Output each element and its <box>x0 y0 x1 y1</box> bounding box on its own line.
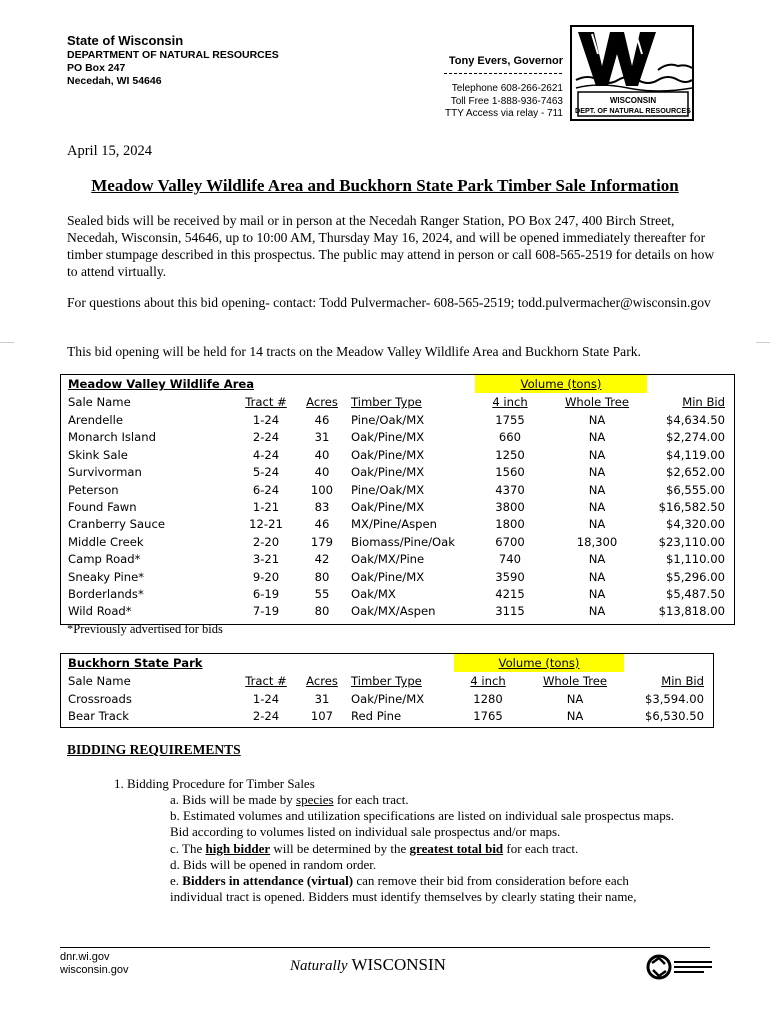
tract-cell: 7-19 <box>252 604 280 619</box>
sale-name-cell: Borderlands* <box>68 587 144 601</box>
agency-address-block <box>67 32 279 88</box>
whole-tree-cell: NA <box>588 569 606 584</box>
timber-type-cell: Oak/Pine/MX <box>351 447 425 462</box>
tract-cell: 1-24 <box>252 692 280 706</box>
margin-mark <box>756 342 770 343</box>
table-row <box>61 464 734 481</box>
timber-type-cell: Pine/Oak/MX <box>351 482 425 497</box>
whole-tree-cell: NA <box>588 413 606 427</box>
sale-name-cell: Sneaky Pine* <box>68 569 145 584</box>
tract-cell: 1-24 <box>252 413 280 427</box>
sale-name-cell: Arendelle <box>68 413 123 427</box>
min-bid-cell: $23,110.00 <box>658 534 725 549</box>
min-bid-cell: $4,634.50 <box>665 413 725 427</box>
tract-cell: 4-24 <box>252 447 280 462</box>
whole-tree-cell: NA <box>588 447 606 462</box>
buckhorn-table <box>60 653 714 728</box>
department-name: DEPARTMENT OF NATURAL RESOURCES <box>67 49 279 61</box>
four-inch-cell: 1755 <box>495 413 525 427</box>
acres-cell: 40 <box>314 465 330 480</box>
timber-type-cell: Oak/Pine/MX <box>351 692 425 706</box>
volume-header: Volume (tons) <box>498 656 580 670</box>
whole-tree-cell: NA <box>588 517 606 532</box>
table-heading: Buckhorn State Park <box>68 656 203 670</box>
timber-type-cell: Oak/MX/Aspen <box>351 604 436 619</box>
min-bid-cell: $6,555.00 <box>665 482 725 497</box>
sale-name-cell: Middle Creek <box>68 534 144 549</box>
table-row <box>61 691 713 708</box>
timber-type-cell: Biomass/Pine/Oak <box>351 534 455 549</box>
tract-cell: 9-20 <box>252 569 280 584</box>
sale-name-cell: Cranberry Sauce <box>68 517 166 532</box>
col-sale-name: Sale Name <box>68 395 131 409</box>
sale-name-cell: Peterson <box>68 482 119 497</box>
letter-date: April 15, 2024 <box>67 143 152 159</box>
whole-tree-cell: 18,300 <box>576 534 618 549</box>
toll-free: Toll Free 1-888-936-7463 <box>450 95 563 107</box>
footer-divider <box>60 947 710 948</box>
acres-cell: 31 <box>314 692 330 706</box>
contact-paragraph: For questions about this bid opening- contact: Todd Pulvermacher- 608-565-2519; todd.pulvermacher@wisconsin.gov <box>67 295 711 310</box>
timber-type-cell: Red Pine <box>351 709 402 724</box>
timber-type-cell: MX/Pine/Aspen <box>351 517 438 532</box>
min-bid-cell: $5,296.00 <box>665 569 725 584</box>
tract-cell: 2-24 <box>252 430 280 445</box>
table-row <box>61 412 734 429</box>
timber-type-cell: Oak/Pine/MX <box>351 569 425 584</box>
sale-name-cell: Camp Road* <box>68 552 141 567</box>
dnr-logo <box>568 24 696 124</box>
table-row <box>61 499 734 516</box>
acres-cell: 31 <box>314 430 330 445</box>
col-sale-name: Sale Name <box>68 674 131 688</box>
list-item: b. Estimated volumes and utilization specifications are listed on individual sale prospectus maps. Bid according to volumes listed on individual sale prospectus and/or maps. <box>170 808 674 840</box>
col-4-inch: 4 inch <box>470 674 506 688</box>
four-inch-cell: 3115 <box>495 604 525 619</box>
tracts-paragraph: This bid opening will be held for 14 tracts on the Meadow Valley Wildlife Area and Buckhorn State Park. <box>67 344 641 359</box>
four-inch-cell: 1800 <box>495 517 525 532</box>
timber-type-cell: Oak/Pine/MX <box>351 430 425 445</box>
list-item: 1. Bidding Procedure for Timber Sales <box>114 776 315 791</box>
tract-cell: 6-19 <box>252 587 280 601</box>
col-tract: Tract # <box>245 395 287 409</box>
list-item: e. Bidders in attendance (virtual) can remove their bid from consideration before each individual tract is opened. Bidders must identify themselves by clearly stating their name, <box>170 873 637 905</box>
col-tract: Tract # <box>245 674 287 688</box>
table-row <box>61 603 734 620</box>
tty: TTY Access via relay - 711 <box>444 108 563 119</box>
min-bid-cell: $4,320.00 <box>665 517 725 532</box>
list-item: c. The high bidder will be determined by the greatest total bid for each tract. <box>170 840 579 856</box>
whole-tree-cell: NA <box>588 587 606 601</box>
meadow-valley-table <box>60 374 735 625</box>
list-item: a. Bids will be made by species for each tract. <box>170 792 409 807</box>
acres-cell: 46 <box>314 413 330 427</box>
sale-name-cell: Crossroads <box>68 692 132 706</box>
four-inch-cell: 4215 <box>495 587 525 601</box>
min-bid-cell: $2,274.00 <box>665 430 725 445</box>
acres-cell: 107 <box>310 709 334 724</box>
col-whole-tree: Whole Tree <box>564 395 630 409</box>
col-acres: Acres <box>306 674 338 688</box>
footer-websites <box>60 951 128 976</box>
table-row <box>61 516 734 533</box>
logo-text-1: WISCONSIN <box>609 96 657 105</box>
acres-cell: 80 <box>314 604 330 619</box>
col-min-bid: Min Bid <box>682 395 725 409</box>
acres-cell: 40 <box>314 447 330 462</box>
col-min-bid: Min Bid <box>661 674 704 688</box>
telephone: Telephone 608-266-2621 <box>451 83 563 94</box>
logo-text-2: DEPT. OF NATURAL RESOURCES <box>575 106 691 115</box>
four-inch-cell: 740 <box>498 552 522 567</box>
sale-name-cell: Found Fawn <box>68 500 137 514</box>
state-name: State of Wisconsin <box>67 33 184 48</box>
timber-type-cell: Oak/MX <box>351 587 396 601</box>
whole-tree-cell: NA <box>588 500 606 514</box>
min-bid-cell: $2,652.00 <box>665 465 725 480</box>
sale-name-cell: Monarch Island <box>68 430 156 445</box>
col-4-inch: 4 inch <box>492 395 528 409</box>
min-bid-cell: $4,119.00 <box>665 447 725 462</box>
acres-cell: 55 <box>314 587 330 601</box>
whole-tree-cell: NA <box>588 482 606 497</box>
whole-tree-cell: NA <box>588 604 606 619</box>
document-title: Meadow Valley Wildlife Area and Buckhorn State Park Timber Sale Information <box>91 176 679 195</box>
timber-type-cell: Oak/MX/Pine <box>351 552 425 567</box>
table-row <box>61 482 734 499</box>
governor-name: Tony Evers, Governor <box>448 55 563 67</box>
sale-name-cell: Wild Road* <box>68 604 132 619</box>
volume-header: Volume (tons) <box>520 377 602 391</box>
footnote: *Previously advertised for bids <box>67 622 223 636</box>
website-link[interactable]: wisconsin.gov <box>60 963 129 976</box>
four-inch-cell: 1250 <box>495 447 525 462</box>
whole-tree-cell: NA <box>588 430 606 445</box>
acres-cell: 42 <box>314 552 330 567</box>
sale-name-cell: Bear Track <box>68 709 129 724</box>
tract-cell: 2-20 <box>252 534 280 549</box>
naturally-wisconsin-logo: Naturally WISCONSIN <box>290 955 446 974</box>
four-inch-cell: 1560 <box>495 465 525 480</box>
website-link[interactable]: dnr.wi.gov <box>60 951 110 963</box>
whole-tree-cell: NA <box>588 465 606 480</box>
sale-name-cell: Skink Sale <box>68 447 128 462</box>
bidding-sublist <box>170 792 680 905</box>
tract-cell: 6-24 <box>252 482 280 497</box>
acres-cell: 179 <box>310 534 334 549</box>
table-row <box>61 551 734 568</box>
min-bid-cell: $6,530.50 <box>644 709 704 724</box>
column-header-row <box>61 394 734 411</box>
acres-cell: 100 <box>310 482 334 497</box>
list-item: d. Bids will be opened in random order. <box>170 856 377 872</box>
min-bid-cell: $16,582.50 <box>658 500 725 514</box>
table-row <box>61 534 734 551</box>
col-whole-tree: Whole Tree <box>542 674 608 688</box>
tract-cell: 12-21 <box>249 517 283 532</box>
four-inch-cell: 3590 <box>495 569 525 584</box>
intro-paragraph: Sealed bids will be received by mail or in person at the Necedah Ranger Station, PO Box 247, 400 Birch Street, Necedah, Wisconsin, 54646, up to 10:00 AM, Thursday May 16, 2024, and will be opened immediately thereafter for timber stumpage described in this prospectus. The public may attend in person or call 608-565-2519 for details on how to attend virtually. <box>67 213 715 279</box>
tract-cell: 1-21 <box>252 500 280 514</box>
min-bid-cell: $5,487.50 <box>665 587 725 601</box>
tract-cell: 3-21 <box>252 552 280 567</box>
four-inch-cell: 1765 <box>473 709 503 724</box>
timber-type-cell: Oak/Pine/MX <box>351 465 425 480</box>
acres-cell: 80 <box>314 569 330 584</box>
four-inch-cell: 4370 <box>495 482 525 497</box>
whole-tree-cell: NA <box>566 709 584 724</box>
col-timber-type: Timber Type <box>351 395 422 409</box>
margin-mark <box>0 342 14 343</box>
min-bid-cell: $13,818.00 <box>658 604 725 619</box>
acres-cell: 83 <box>314 500 330 514</box>
city-line: Necedah, WI 54646 <box>67 75 162 87</box>
tract-cell: 2-24 <box>252 709 280 724</box>
po-box: PO Box 247 <box>67 62 126 74</box>
table-row <box>61 447 734 464</box>
four-inch-cell: 1280 <box>473 692 503 706</box>
four-inch-cell: 660 <box>498 430 522 445</box>
contact-numbers <box>420 83 563 121</box>
bidding-requirements-heading: BIDDING REQUIREMENTS <box>67 742 241 757</box>
timber-type-cell: Oak/Pine/MX <box>351 500 425 514</box>
whole-tree-cell: NA <box>566 692 584 706</box>
recycled-paper-icon <box>646 954 716 980</box>
min-bid-cell: $1,110.00 <box>665 552 725 567</box>
sale-name-cell: Survivorman <box>68 465 142 480</box>
table-row <box>61 708 713 725</box>
whole-tree-cell: NA <box>588 552 606 567</box>
col-timber-type: Timber Type <box>351 674 422 688</box>
table-row <box>61 429 734 446</box>
col-acres: Acres <box>306 395 338 409</box>
min-bid-cell: $3,594.00 <box>644 692 704 706</box>
column-header-row <box>61 673 713 690</box>
acres-cell: 46 <box>314 517 330 532</box>
divider <box>444 73 562 74</box>
four-inch-cell: 3800 <box>495 500 525 514</box>
table-heading: Meadow Valley Wildlife Area <box>68 377 255 391</box>
four-inch-cell: 6700 <box>495 534 525 549</box>
tract-cell: 5-24 <box>252 465 280 480</box>
table-row <box>61 586 734 603</box>
timber-type-cell: Pine/Oak/MX <box>351 413 425 427</box>
table-row <box>61 569 734 586</box>
